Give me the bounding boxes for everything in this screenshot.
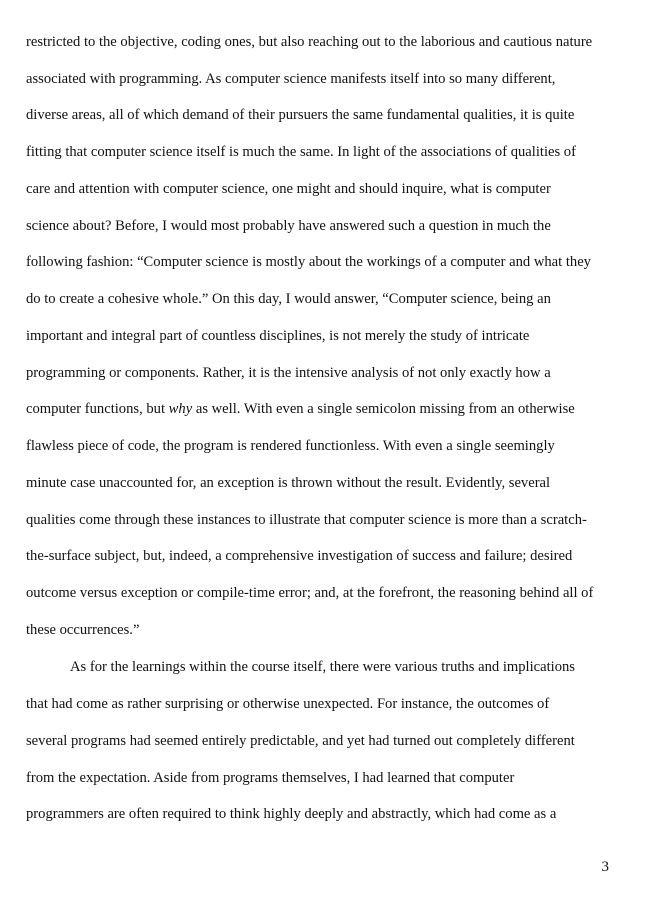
text-line: programmers are often required to think highly deeply and abstractly, which had come as a xyxy=(26,806,557,822)
text-line: flawless piece of code, the program is rendered functionless. With even a single seemingly xyxy=(26,438,555,454)
text-line: that had come as rather surprising or otherwise unexpected. For instance, the outcomes of xyxy=(26,696,550,712)
text-line: following fashion: “Computer science is mostly about the workings of a computer and what they xyxy=(26,254,591,270)
text-line: fitting that computer science itself is much the same. In light of the associations of qualities of xyxy=(26,144,576,160)
text-line: several programs had seemed entirely predictable, and yet had turned out completely different xyxy=(26,733,575,749)
text-line: science about? Before, I would most probably have answered such a question in much the xyxy=(26,218,551,234)
text-line: restricted to the objective, coding ones, but also reaching out to the laborious and cautious nature xyxy=(26,34,593,50)
text-segment: as well. With even a single semicolon missing from an otherwise xyxy=(192,401,575,417)
text-segment: computer functions, but xyxy=(26,401,169,417)
text-line: outcome versus exception or compile-time error; and, at the forefront, the reasoning behind all of xyxy=(26,585,594,601)
text-line-with-emphasis xyxy=(26,400,575,418)
text-line: the-surface subject, but, indeed, a comprehensive investigation of success and failure; desired xyxy=(26,548,573,564)
text-line: important and integral part of countless disciplines, is not merely the study of intricate xyxy=(26,328,530,344)
text-line: from the expectation. Aside from programs themselves, I had learned that computer xyxy=(26,770,515,786)
text-line: associated with programming. As computer science manifests itself into so many different, xyxy=(26,71,556,87)
text-line: care and attention with computer science, one might and should inquire, what is computer xyxy=(26,181,551,197)
text-line: qualities come through these instances to illustrate that computer science is more than a scratch- xyxy=(26,512,587,528)
page-number: 3 xyxy=(601,859,609,875)
text-line: diverse areas, all of which demand of their pursuers the same fundamental qualities, it is quite xyxy=(26,107,575,123)
text-line: these occurrences.” xyxy=(26,622,140,638)
text-line: minute case unaccounted for, an exception is thrown without the result. Evidently, several xyxy=(26,475,551,491)
paragraph-first-line: As for the learnings within the course itself, there were various truths and implications xyxy=(70,659,575,675)
emphasis-why: why xyxy=(168,401,193,417)
text-line: do to create a cohesive whole.” On this day, I would answer, “Computer science, being an xyxy=(26,291,551,307)
text-line: programming or components. Rather, it is the intensive analysis of not only exactly how a xyxy=(26,365,551,381)
